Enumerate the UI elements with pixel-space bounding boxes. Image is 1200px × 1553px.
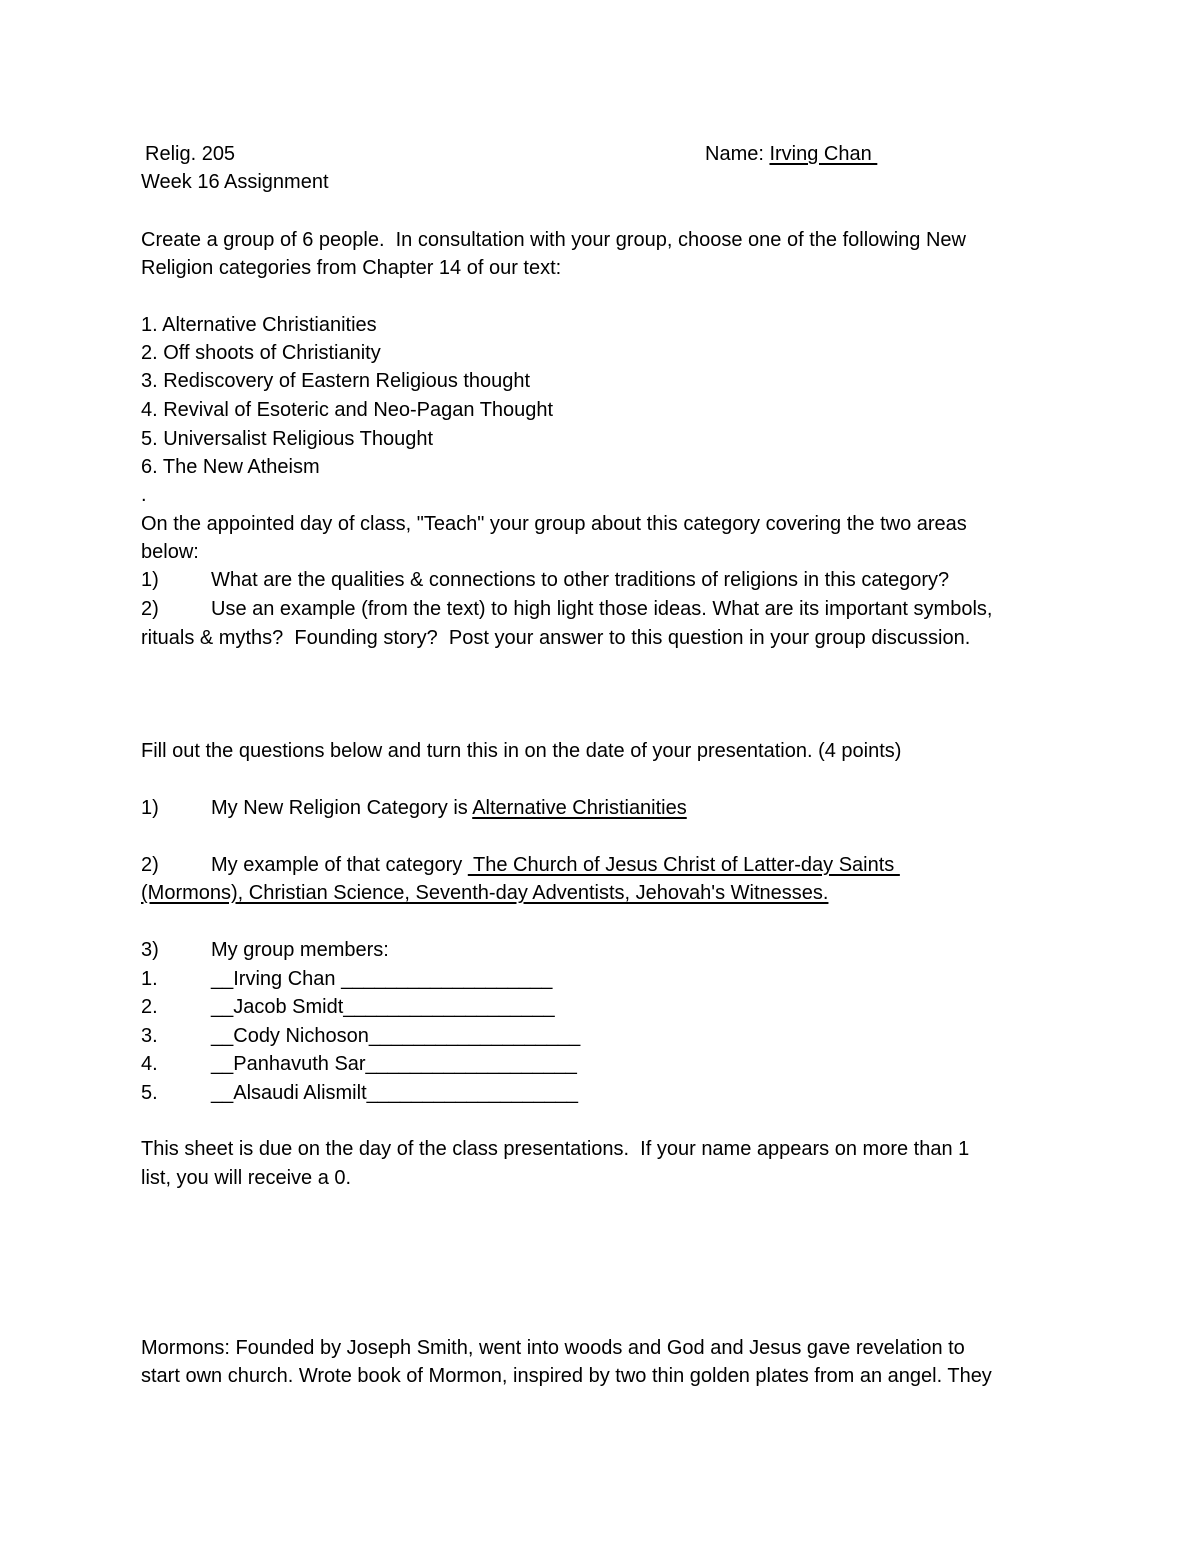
answer-label: My example of that category [211, 854, 468, 876]
member-name: __Jacob Smidt___________________ [211, 996, 555, 1018]
question-number: 2) [141, 598, 159, 620]
member-number: 1. [141, 968, 158, 990]
category-item: 1. Alternative Christianities [141, 314, 377, 336]
name-value: Irving Chan [769, 143, 878, 165]
answer-2-continued: (Mormons), Christian Science, Seventh-day Adventists, Jehovah's Witnesses. [141, 882, 829, 904]
notes-line-2: start own church. Wrote book of Mormon, inspired by two thin golden plates from an angel. They [141, 1365, 992, 1387]
teach-question-2-continued: rituals & myths? Founding story? Post your answer to this question in your group discussion. [141, 627, 971, 649]
question-text: Use an example (from the text) to high light those ideas. What are its important symbols, [211, 598, 993, 620]
group-member-row [141, 1024, 580, 1048]
member-name: __Alsaudi Alismilt___________________ [211, 1082, 578, 1104]
answer-value: The Church of Jesus Christ of Latter-day Saints [467, 854, 900, 876]
group-member-row [141, 1081, 578, 1105]
member-name: __Panhavuth Sar___________________ [211, 1053, 577, 1075]
member-number: 5. [141, 1082, 158, 1104]
answer-2 [141, 853, 900, 877]
answer-3 [141, 938, 389, 962]
answer-number: 1) [141, 797, 159, 819]
answer-number: 3) [141, 939, 159, 961]
stray-period: . [141, 484, 147, 506]
name-label: Name: [705, 143, 770, 165]
notes-line-1: Mormons: Founded by Joseph Smith, went into woods and God and Jesus gave revelation to [141, 1337, 965, 1359]
intro-line-1: Create a group of 6 people. In consultation with your group, choose one of the following New [141, 229, 966, 251]
answer-label: My group members: [211, 939, 389, 961]
category-item: 6. The New Atheism [141, 456, 320, 478]
category-item: 5. Universalist Religious Thought [141, 428, 434, 450]
teach-line-1: On the appointed day of class, "Teach" your group about this category covering the two areas [141, 513, 967, 535]
answer-number: 2) [141, 854, 159, 876]
assignment-title: Week 16 Assignment [141, 171, 329, 193]
member-number: 4. [141, 1053, 158, 1075]
answer-1 [141, 796, 687, 820]
due-line-2: list, you will receive a 0. [141, 1167, 352, 1189]
group-member-row [141, 1052, 577, 1076]
category-item: 4. Revival of Esoteric and Neo-Pagan Thought [141, 399, 554, 421]
group-member-row [141, 967, 552, 991]
category-item: 2. Off shoots of Christianity [141, 342, 381, 364]
course-code: Relig. 205 [145, 143, 236, 165]
member-number: 3. [141, 1025, 158, 1047]
question-number: 1) [141, 569, 159, 591]
due-line-1: This sheet is due on the day of the class presentations. If your name appears on more than 1 [141, 1138, 970, 1160]
answer-value: Alternative Christianities [472, 797, 687, 819]
intro-line-2: Religion categories from Chapter 14 of our text: [141, 257, 562, 279]
member-name: __Irving Chan ___________________ [211, 968, 553, 990]
teach-line-2: below: [141, 541, 199, 563]
teach-question-1 [141, 568, 949, 592]
category-item: 3. Rediscovery of Eastern Religious thought [141, 370, 531, 392]
member-name: __Cody Nichoson___________________ [211, 1025, 581, 1047]
question-text: What are the qualities & connections to other traditions of religions in this category? [211, 569, 950, 591]
group-member-row [141, 995, 555, 1019]
answer-label: My New Religion Category is [211, 797, 473, 819]
teach-question-2 [141, 597, 992, 621]
student-name [705, 142, 877, 166]
fill-instruction: Fill out the questions below and turn this in on the date of your presentation. (4 points) [141, 740, 902, 762]
member-number: 2. [141, 996, 158, 1018]
